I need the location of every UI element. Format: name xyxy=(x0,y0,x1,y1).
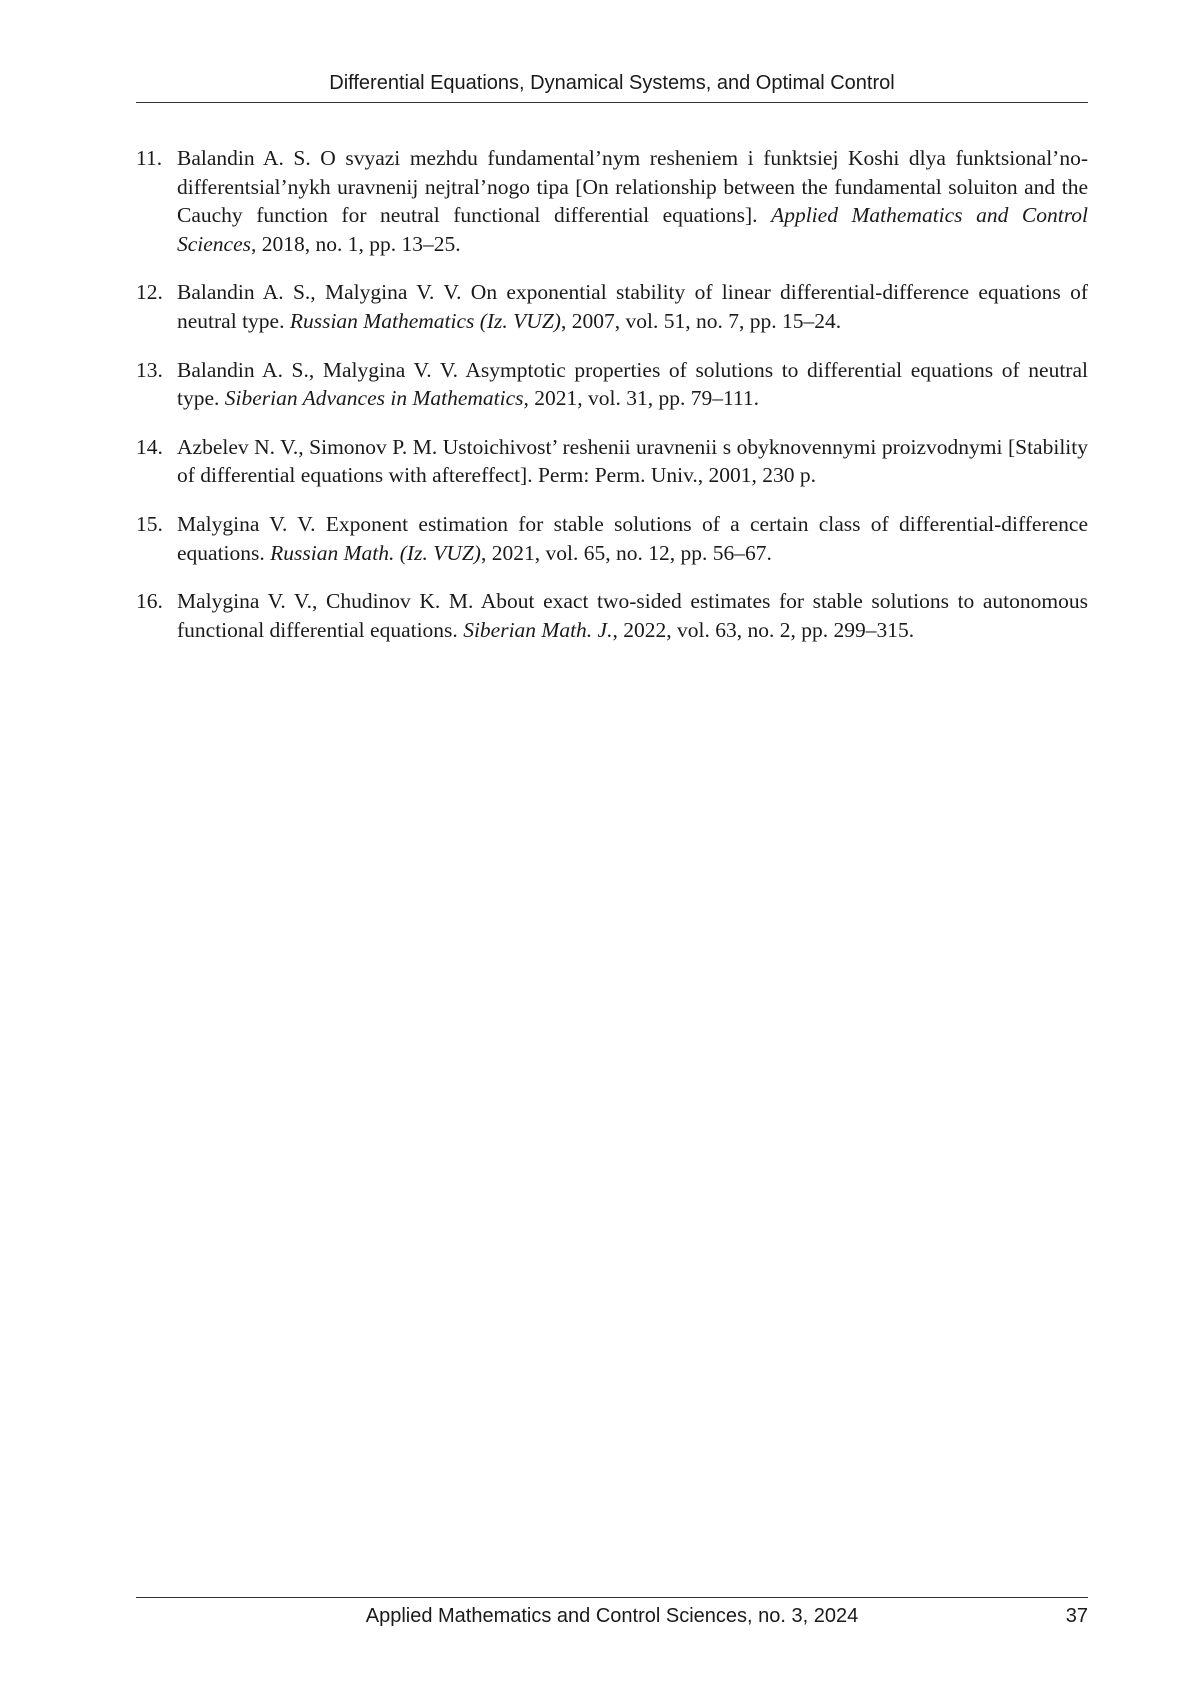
reference-item-13 xyxy=(136,356,1088,413)
reference-item-11 xyxy=(136,144,1088,258)
reference-text: Malygina V. V. Exponent estimation for stable solutions of a certain class of differential-difference equations. xyxy=(177,511,1088,565)
reference-item-14 xyxy=(136,433,1088,490)
reference-number: 16. xyxy=(136,589,163,614)
header-rule xyxy=(136,102,1088,103)
reference-journal: Applied Mathematics and Control Sciences xyxy=(177,203,1088,256)
reference-text: Balandin A. S., Malygina V. V. On exponential stability of linear differential-difference equations of neutral type. xyxy=(177,280,1088,333)
reference-number: 14. xyxy=(136,434,163,459)
reference-details: , 2007, vol. 51, no. 7, pp. 15–24. xyxy=(560,308,842,333)
reference-item-12 xyxy=(136,278,1088,335)
reference-list xyxy=(136,144,1088,664)
running-footer: Applied Mathematics and Control Sciences, no. 3, 2024 xyxy=(365,1605,859,1627)
reference-item-16 xyxy=(136,587,1088,644)
footer-rule xyxy=(136,1597,1088,1598)
reference-details: , 2022, vol. 63, no. 2, pp. 299–315. xyxy=(612,617,915,642)
reference-text: Malygina V. V., Chudinov K. M. About exact two-sided estimates for stable solutions to autonomous functional differential equations. xyxy=(177,589,1088,642)
reference-number: 15. xyxy=(136,511,163,536)
reference-journal: Russian Mathematics (Iz. VUZ) xyxy=(289,308,561,333)
reference-number: 12. xyxy=(136,280,163,305)
reference-number: 13. xyxy=(136,357,163,382)
reference-details: , 2018, no. 1, pp. 13–25. xyxy=(251,231,461,256)
reference-journal: Siberian Math. J. xyxy=(463,617,613,642)
reference-item-15 xyxy=(136,510,1088,567)
running-header: Differential Equations, Dynamical Systems, and Optimal Control xyxy=(329,72,895,94)
page-number: 37 xyxy=(1065,1605,1088,1627)
reference-text: Balandin A. S. O svyazi mezhdu fundamental’nym resheniem i funktsiej Koshi dlya funktsional’no-differentsial’nykh uravnenij nejtral’nogo tipa [On relationship between the fundamental soluiton and the Cauchy function for neutral functional differential equations]. xyxy=(177,146,1088,228)
reference-journal: Russian Math. (Iz. VUZ) xyxy=(270,540,481,565)
reference-text: Balandin A. S., Malygina V. V. Asymptotic properties of solutions to differential equations of neutral type. xyxy=(177,357,1088,411)
reference-details: , 2021, vol. 31, pp. 79–111. xyxy=(523,386,760,411)
reference-number: 11. xyxy=(136,146,163,170)
reference-details: , 2021, vol. 65, no. 12, pp. 56–67. xyxy=(480,540,772,565)
reference-journal: Siberian Advances in Mathematics xyxy=(224,386,524,411)
reference-text: Azbelev N. V., Simonov P. M. Ustoichivost’ reshenii uravnenii s obyknovennymi proizvodnymi [Stability of differential equations with aftereffect]. Perm: Perm. Univ., 2001, 230 p. xyxy=(177,434,1088,488)
